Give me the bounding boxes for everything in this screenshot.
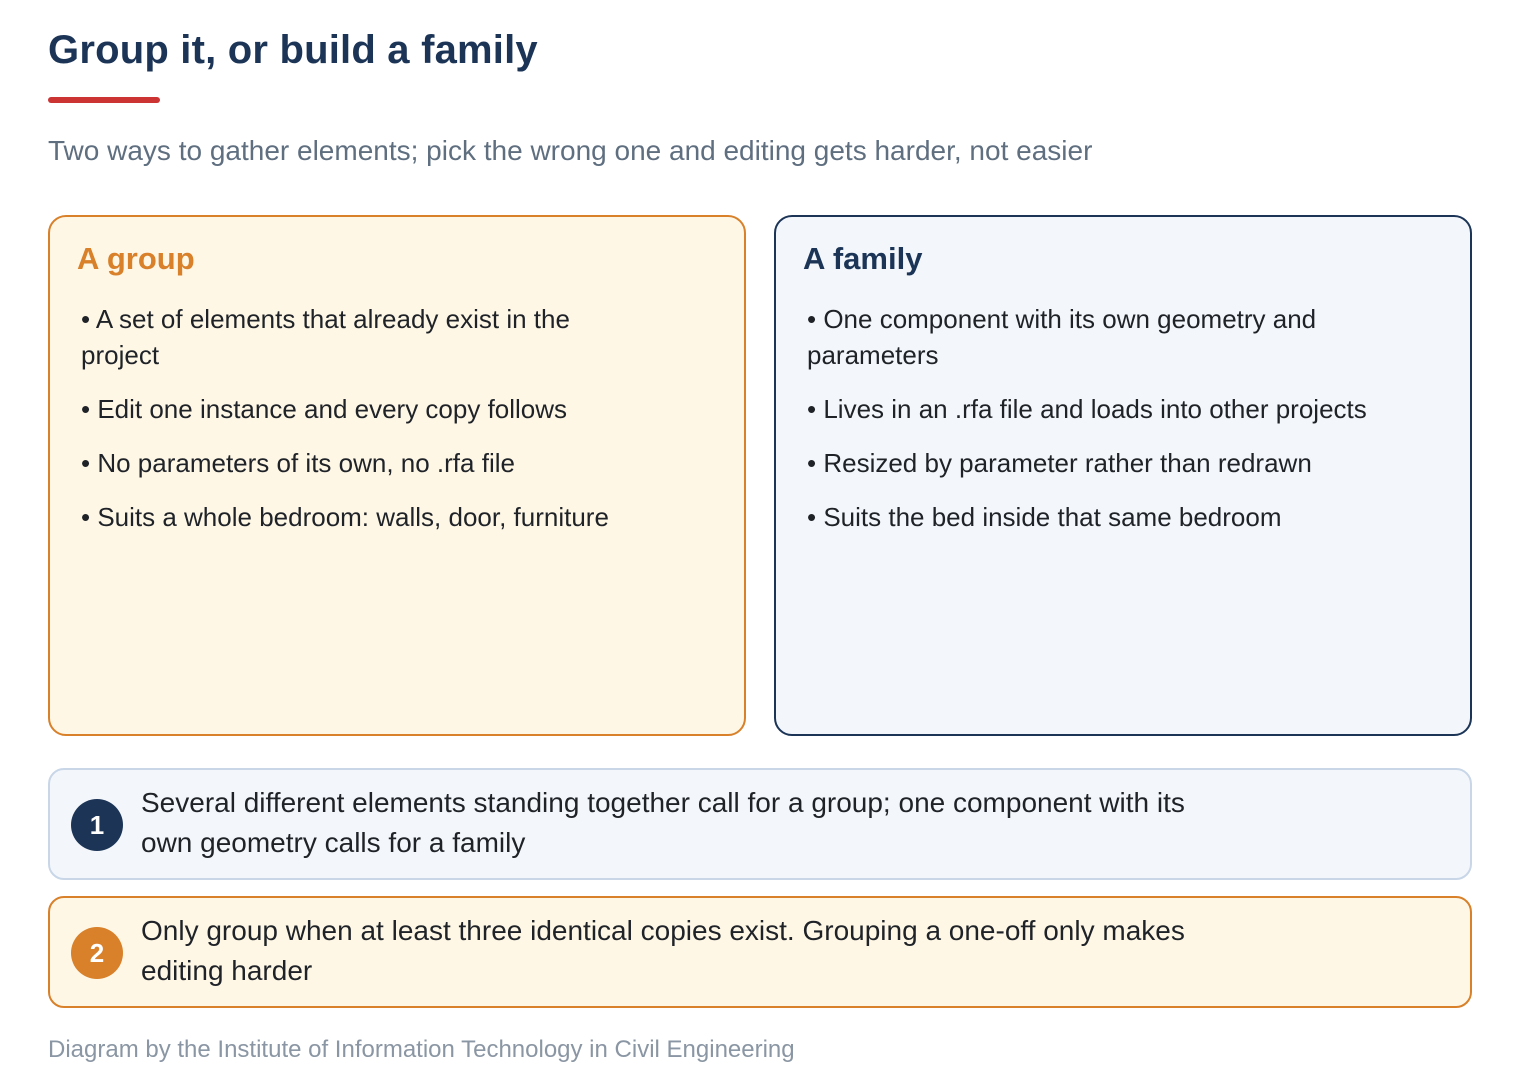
page-subtitle: Two ways to gather elements; pick the wrong one and editing gets harder, not easier (48, 135, 1093, 166)
family-bullet-4: • Suits the bed inside that same bedroom (807, 502, 1282, 532)
family-card-title: A family (803, 241, 923, 276)
number-badge-2: 2 (71, 927, 123, 979)
rule-note-1-text: Several different elements standing together call for a group; one component with its own geometry calls for a family (141, 787, 1185, 858)
family-bullet-list (807, 301, 1377, 553)
group-bullet-1: • A set of elements that already exist in the project (81, 304, 570, 370)
rule-note-2-text: Only group when at least three identical copies exist. Grouping a one-off only makes editing harder (141, 915, 1185, 986)
title-underline (48, 97, 160, 103)
group-bullet-list (81, 301, 621, 553)
group-bullet-2: • Edit one instance and every copy follows (81, 394, 568, 424)
page-title: Group it, or build a family (48, 28, 538, 72)
group-bullet-3: • No parameters of its own, no .rfa file (81, 448, 515, 478)
family-card (774, 215, 1472, 736)
family-bullet-3: • Resized by parameter rather than redrawn (807, 448, 1312, 478)
rule-note-2 (48, 896, 1472, 1008)
group-bullet-4: • Suits a whole bedroom: walls, door, furniture (81, 502, 609, 532)
credit-line: Diagram by the Institute of Information Technology in Civil Engineering (48, 1036, 795, 1063)
family-bullet-1: • One component with its own geometry and parameters (807, 304, 1317, 370)
number-badge-1: 1 (71, 799, 123, 851)
group-card-title: A group (77, 241, 195, 276)
family-bullet-2: • Lives in an .rfa file and loads into other projects (807, 394, 1367, 424)
group-card (48, 215, 746, 736)
rule-note-1 (48, 768, 1472, 880)
